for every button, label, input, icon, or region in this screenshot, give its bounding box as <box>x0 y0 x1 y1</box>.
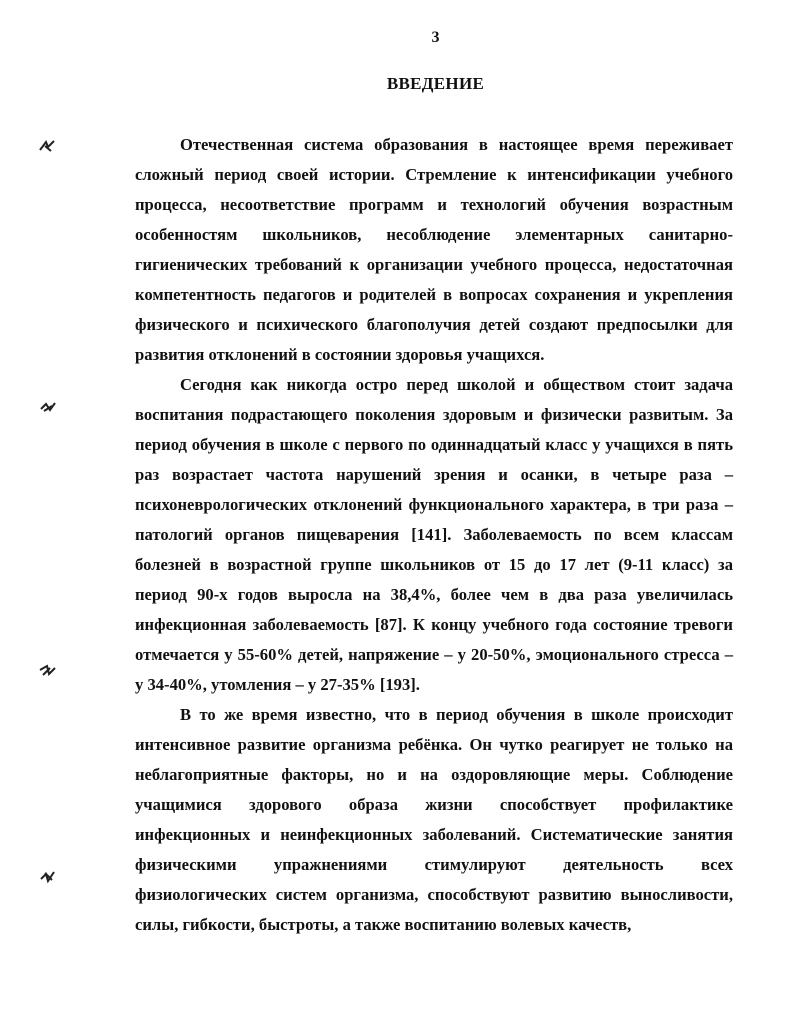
section-heading: ВВЕДЕНИЕ <box>386 74 485 93</box>
scan-mark-icon <box>38 138 58 154</box>
scan-mark-icon <box>38 868 58 884</box>
page-number: 3 <box>431 29 440 46</box>
paragraph-2: Сегодня как никогда остро перед школой и обществом стоит задача воспитания подрастающего поколения здоровым и физически развитым. За период обучения в школе с первого по одиннадцатый класс у учащихся в пять раз возрастает частота нарушений зрения и осанки, в четыре раза – психоневрологических отклонений функционального характера, в три раза – патологий органов пищеварения [141]. Заболеваемость по всем классам болезней в возрастной группе школьников от 15 до 17 лет (9-11 класс) за период 90-х годов выросла на 38,4%, более чем в два раза увеличилась инфекционная заболеваемость [87]. К концу учебного года состояние тревоги отмечается у 55-60% детей, напряжение – у 20-50%, эмоционального стресса – у 34-40%, утомления – у 27-35% [193]. <box>135 375 733 694</box>
scan-mark-icon <box>38 399 58 415</box>
paragraph-1: Отечественная система образования в настоящее время переживает сложный период своей истории. Стремление к интенсификации учебного процесса, несоответствие программ и технологий обучения возрастным особенностям школьников, несоблюдение элементарных санитарно-гигиенических требований к организации учебного процесса, недостаточная компетентность педагогов и родителей в вопросах сохранения и укрепления физического и психического благополучия детей создают предпосылки для развития отклонений в состоянии здоровья учащихся. <box>135 135 733 364</box>
document-body <box>135 130 733 940</box>
paragraph-3: В то же время известно, что в период обучения в школе происходит интенсивное развитие организма ребёнка. Он чутко реагирует не только на неблагоприятные факторы, но и на оздоровляющие меры. Соблюдение учащимися здорового образа жизни способствует профилактике инфекционных и неинфекционных заболеваний. Систематические занятия физическими упражнениями стимулируют деятельность всех физиологических систем организма, способствуют развитию выносливости, силы, гибкости, быстроты, а также воспитанию волевых качеств, <box>135 705 733 934</box>
scan-mark-icon <box>38 662 58 678</box>
